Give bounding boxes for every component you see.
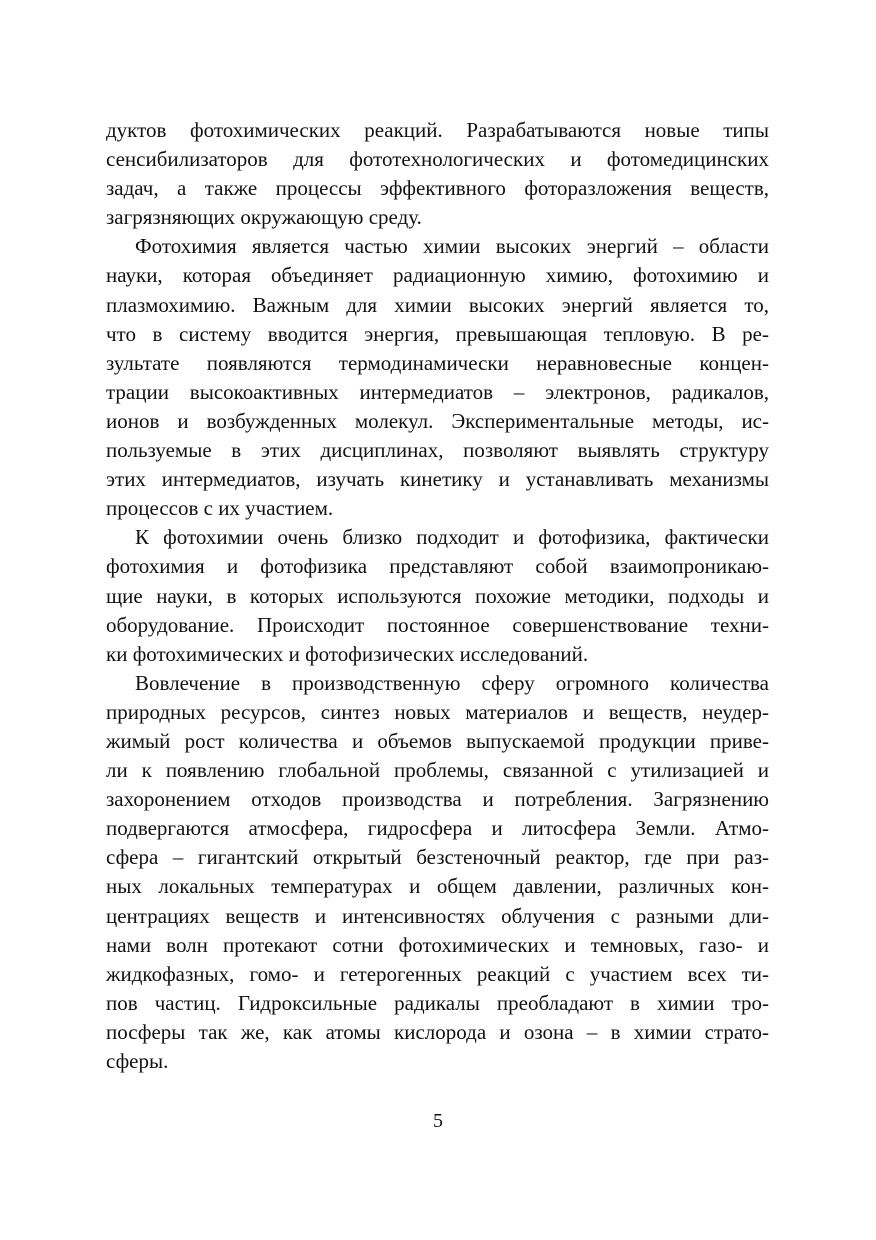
text-line: жидкофазных, гомо- и гетерогенных реакций с участием всех ти- xyxy=(106,961,769,986)
text-line: трации высокоактивных интермедиатов – электронов, радикалов, xyxy=(106,379,769,404)
text-line: посферы так же, как атомы кислорода и озона – в химии страто- xyxy=(106,1019,769,1044)
text-line: К фотохимии очень близко подходит и фотофизика, фактически xyxy=(135,525,769,550)
text-line: природных ресурсов, синтез новых материалов и веществ, неудер- xyxy=(106,699,769,724)
text-line: что в систему вводится энергия, превышающая тепловую. В ре- xyxy=(106,321,769,346)
text-line: оборудование. Происходит постоянное совершенствование техни- xyxy=(106,612,769,637)
text-line: дуктов фотохимических реакций. Разрабатываются новые типы xyxy=(106,118,769,142)
text-line: фотохимия и фотофизика представляют собой взаимопроникаю- xyxy=(106,554,769,579)
text-line: сферы. xyxy=(106,1049,169,1073)
text-line: Фотохимия является частью химии высоких энергий – области xyxy=(135,234,769,259)
body-text xyxy=(106,116,769,1076)
text-line: задач, а также процессы эффективного фоторазложения веществ, xyxy=(106,176,769,201)
text-line: загрязняющих окружающую среду. xyxy=(106,205,422,230)
text-line: сенсибилизаторов для фототехнологических и фотомедицинских xyxy=(106,147,769,172)
text-line: центрациях веществ и интенсивностях облучения с разными дли- xyxy=(106,903,769,928)
text-line: захоронением отходов производства и потребления. Загрязнению xyxy=(106,787,769,812)
page-number: 5 xyxy=(433,1110,443,1132)
text-line: ли к появлению глобальной проблемы, связанной с утилизацией и xyxy=(106,758,769,783)
text-line: ионов и возбужденных молекул. Экспериментальные методы, ис- xyxy=(106,408,769,433)
text-line: подвергаются атмосфера, гидросфера и литосфера Земли. Атмо- xyxy=(106,816,769,841)
text-line: щие науки, в которых используются похожие методики, подходы и xyxy=(106,583,769,608)
text-line: нами волн протекают сотни фотохимических и темновых, газо- и xyxy=(106,932,769,957)
text-line: пов частиц. Гидроксильные радикалы преобладают в химии тро- xyxy=(106,990,769,1015)
text-line: пользуемые в этих дисциплинах, позволяют выявлять структуру xyxy=(106,438,769,463)
text-line: сфера – гигантский открытый безстеночный реактор, где при раз- xyxy=(106,845,769,870)
text-line: этих интермедиатов, изучать кинетику и устанавливать механизмы xyxy=(106,467,769,492)
text-line: плазмохимию. Важным для химии высоких энергий является то, xyxy=(106,292,769,317)
text-line: процессов с их участием. xyxy=(106,496,334,521)
text-line: ных локальных температурах и общем давлении, различных кон- xyxy=(106,874,769,899)
text-line: ки фотохимических и фотофизических исследований. xyxy=(106,641,589,666)
text-line: жимый рост количества и объемов выпускаемой продукции приве- xyxy=(106,728,769,753)
text-line: науки, которая объединяет радиационную химию, фотохимию и xyxy=(106,263,769,288)
text-line: зультате появляются термодинамически неравновесные концен- xyxy=(106,350,769,375)
text-line: Вовлечение в производственную сферу огромного количества xyxy=(135,670,769,695)
